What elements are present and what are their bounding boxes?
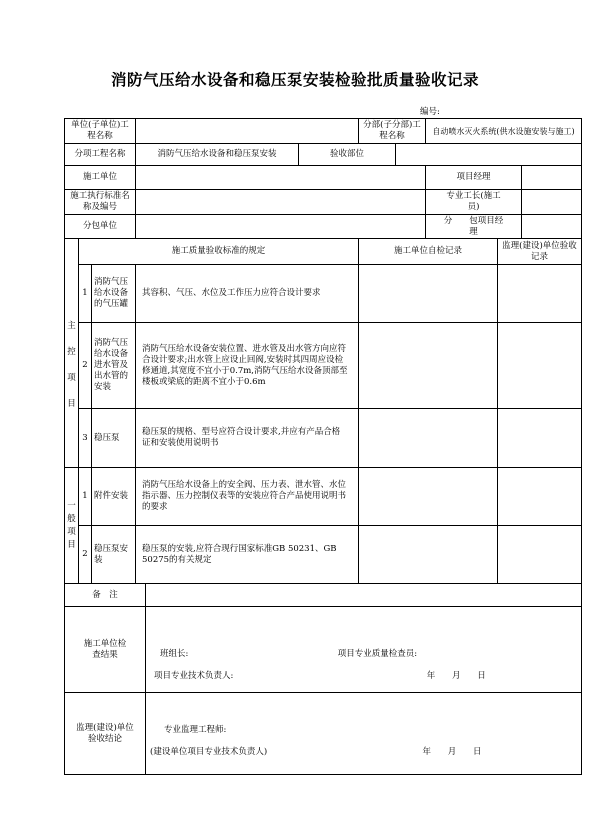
doc-number-label: 编号: xyxy=(420,107,440,117)
standard-label: 施工执行标准名称及编号 xyxy=(65,190,136,215)
item-project-label: 分项工程名称 xyxy=(65,144,136,166)
subcontract-unit-value[interactable] xyxy=(136,215,426,239)
main-item-spec: 稳压泵的规格、型号应符合设计要求,并应有产品合格证和安装使用说明书 xyxy=(136,409,359,468)
construction-check-content[interactable] xyxy=(146,607,582,693)
main-item-name: 消防气压给水设备进水管及出水管的安装 xyxy=(92,323,136,409)
project-manager-value[interactable] xyxy=(522,166,582,190)
construction-unit-label: 施工单位 xyxy=(65,166,136,190)
standard-value[interactable] xyxy=(136,190,426,215)
acceptance-record-table xyxy=(64,118,582,775)
item-project-value[interactable]: 消防气压给水设备和稳压泵安装 xyxy=(136,144,299,166)
general-item-self-check[interactable] xyxy=(359,468,498,526)
main-control-group-label: 主 控 项 目 xyxy=(65,265,79,468)
main-item-supervisor-check[interactable] xyxy=(498,323,582,409)
subcontract-manager-label: 分 包项目经理 xyxy=(426,215,522,239)
day-label: 日 xyxy=(477,671,486,681)
unit-project-value[interactable] xyxy=(136,119,359,144)
remarks-label: 备 注 xyxy=(65,584,146,607)
general-item-supervisor-check[interactable] xyxy=(498,468,582,526)
main-item-supervisor-check[interactable] xyxy=(498,409,582,468)
main-item-number: 3 xyxy=(79,409,92,468)
month-label: 月 xyxy=(452,671,461,681)
team-leader-label: 班组长: xyxy=(160,649,189,659)
general-group-label: 一 般 项 目 xyxy=(65,468,79,584)
acceptance-part-label: 验收部位 xyxy=(299,144,396,166)
sub-project-value[interactable]: 自动喷水灭火系统(供水设施安装与施工) xyxy=(426,119,582,144)
construction-check-label: 施工单位检查结果 xyxy=(65,607,146,693)
main-item-supervisor-check[interactable] xyxy=(498,265,582,323)
remarks-value[interactable] xyxy=(146,584,582,607)
main-item-name: 稳压泵 xyxy=(92,409,136,468)
general-item-spec: 消防气压给水设备上的安全阀、压力表、泄水管、水位指示器、压力控制仪表等的安装应符合产品使用说明书的要求 xyxy=(136,468,359,526)
supervisor-check-content[interactable] xyxy=(146,693,582,775)
main-item-name: 消防气压给水设备的气压罐 xyxy=(92,265,136,323)
general-item-supervisor-check[interactable] xyxy=(498,526,582,584)
quality-inspector-label: 项目专业质量检查员: xyxy=(337,649,418,659)
supervisor-check-label: 监理(建设)单位验收结论 xyxy=(65,693,146,775)
foreman-value[interactable] xyxy=(522,190,582,215)
page-title: 消防气压给水设备和稳压泵安装检验批质量验收记录 xyxy=(110,71,479,89)
year-label: 年 xyxy=(422,747,432,757)
general-item-name: 稳压泵安装 xyxy=(92,526,136,584)
year-label: 年 xyxy=(426,671,436,681)
general-item-self-check[interactable] xyxy=(359,526,498,584)
foreman-label: 专业工长(施工员) xyxy=(426,190,522,215)
month-label: 月 xyxy=(447,747,457,757)
project-manager-label: 项目经理 xyxy=(426,166,522,190)
supervisor-column-header: 监理(建设)单位验收记录 xyxy=(498,239,582,265)
acceptance-part-value[interactable] xyxy=(396,144,582,166)
general-item-spec: 稳压泵的安装,应符合现行国家标准GB 50231、GB 50275的有关规定 xyxy=(136,526,359,584)
supervising-engineer-label: 专业监理工程师: xyxy=(164,725,227,735)
unit-project-label: 单位(子单位)工程名称 xyxy=(65,119,136,144)
main-item-number: 1 xyxy=(79,265,92,323)
general-item-name: 附件安装 xyxy=(92,468,136,526)
general-item-number: 2 xyxy=(79,526,92,584)
owner-tech-leader-label: (建设单位项目专业技术负责人) xyxy=(150,747,268,757)
sub-project-label: 分部(子分部)工程名称 xyxy=(359,119,426,144)
main-item-self-check[interactable] xyxy=(359,265,498,323)
spec-column-header: 施工质量验收标准的规定 xyxy=(79,239,359,265)
main-item-spec: 消防气压给水设备安装位置、进水管及出水管方向应符合设计要求;出水管上应设止回阀,安装时其四周应设检修通道,其宽度不宜小于0.7m,消防气压给水设备顶部至楼板或梁底的距离不宜小于0.6m xyxy=(136,323,359,409)
main-item-spec: 其容积、气压、水位及工作压力应符合设计要求 xyxy=(136,265,359,323)
day-label: 日 xyxy=(472,747,482,757)
main-item-number: 2 xyxy=(79,323,92,409)
subcontract-manager-value[interactable] xyxy=(522,215,582,239)
subcontract-unit-label: 分包单位 xyxy=(65,215,136,239)
general-item-number: 1 xyxy=(79,468,92,526)
tech-leader-label: 项目专业技术负责人: xyxy=(154,671,234,681)
self-check-column-header: 施工单位自检记录 xyxy=(359,239,498,265)
main-item-self-check[interactable] xyxy=(359,409,498,468)
main-item-self-check[interactable] xyxy=(359,323,498,409)
construction-unit-value[interactable] xyxy=(136,166,426,190)
